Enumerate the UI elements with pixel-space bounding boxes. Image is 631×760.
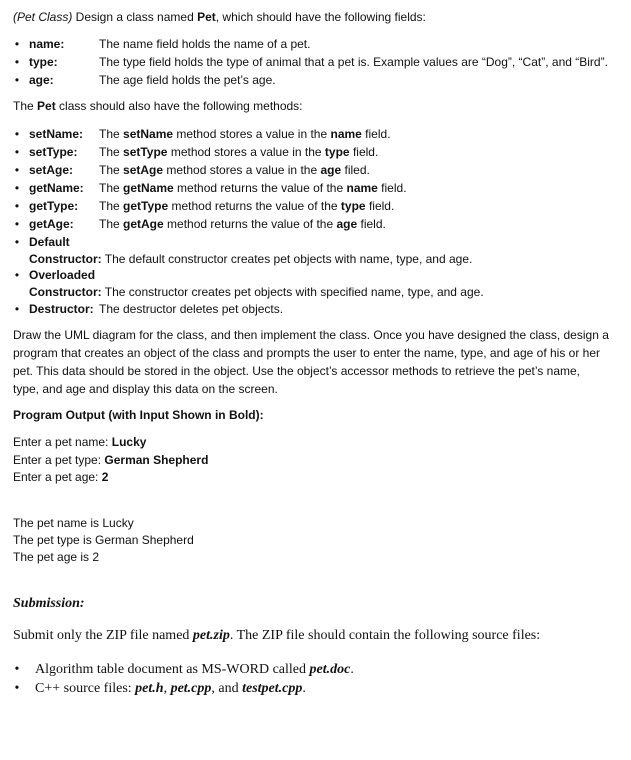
bullet: • — [14, 127, 20, 141]
result-line: The pet age is 2 — [13, 550, 100, 564]
methods-intro — [13, 98, 303, 114]
method-desc: The setType method stores a value in the type field. — [99, 145, 379, 159]
method-desc: The getName method returns the value of the name field. — [99, 181, 407, 195]
result-line: The pet type is German Shepherd — [13, 533, 194, 547]
destructor-desc: The destructor deletes pet objects. — [99, 302, 284, 316]
default-label: Default — [29, 235, 70, 249]
bullet: • — [14, 55, 20, 69]
bullet: • — [14, 217, 20, 231]
method-desc: The getAge method returns the value of the age field. — [99, 217, 386, 231]
bullet: • — [14, 199, 20, 213]
submission-heading: Submission: — [13, 596, 85, 611]
bullet: • — [14, 235, 20, 249]
destructor-label: Destructor: — [29, 302, 94, 316]
result-line: The pet name is Lucky — [13, 516, 134, 530]
method-term: getName: — [29, 181, 84, 195]
zip-filename: pet.zip — [192, 628, 230, 643]
default-constructor-line: Constructor: The default constructor creates pet objects with name, type, and age. — [29, 252, 473, 266]
method-term: setAge: — [29, 163, 74, 177]
method-desc: The setAge method stores a value in the age filed. — [99, 163, 370, 177]
instruction-line: type, and age and display this data on the screen. — [13, 382, 278, 396]
intro-classname: Pet — [197, 10, 216, 24]
bullet: • — [14, 181, 20, 195]
field-term: name: — [29, 37, 65, 51]
method-term: setType: — [29, 145, 78, 159]
method-term: setName: — [29, 127, 84, 141]
instruction-line: Draw the UML diagram for the class, and then implement the class. Once you have designed the class, design a — [13, 328, 609, 342]
overloaded-constructor-line: Constructor: The constructor creates pet objects with specified name, type, and age. — [29, 285, 484, 299]
field-term: age: — [29, 73, 54, 87]
method-term: getAge: — [29, 217, 74, 231]
bullet: • — [14, 145, 20, 159]
method-term: getType: — [29, 199, 79, 213]
bullet: • — [14, 268, 20, 282]
bullet: • — [14, 662, 20, 677]
bullet: • — [14, 73, 20, 87]
method-desc: The setName method stores a value in the name field. — [99, 127, 391, 141]
intro-prefix: (Pet Class) — [13, 10, 73, 24]
field-desc: The age field holds the pet’s age. — [99, 73, 276, 87]
instruction-line: program that creates an object of the class and prompts the user to enter the name, type, and age of his or her — [13, 346, 601, 360]
bullet: • — [14, 163, 20, 177]
intro-text2: , which should have the following fields: — [215, 10, 426, 24]
field-term: type: — [29, 55, 58, 69]
methods-intro-classname: Pet — [37, 99, 56, 113]
io-line: Enter a pet type: German Shepherd — [13, 453, 209, 467]
submission-item: C++ source files: pet.h, pet.cpp, and testpet.cpp. — [35, 681, 306, 696]
output-heading: Program Output (with Input Shown in Bold): — [13, 408, 264, 422]
method-desc: The getType method returns the value of the type field. — [99, 199, 395, 213]
submission-item: Algorithm table document as MS-WORD called pet.doc. — [35, 662, 354, 677]
io-line: Enter a pet age: 2 — [13, 470, 109, 484]
overloaded-label: Overloaded — [29, 268, 96, 282]
methods-intro-t1: The — [13, 99, 38, 113]
field-desc: The name field holds the name of a pet. — [99, 37, 311, 51]
intro-text1: Design a class named — [72, 10, 198, 24]
instruction-line: pet. This data should be stored in the object. Use the object’s accessor methods to retrieve the pet’s name, — [13, 364, 580, 378]
methods-intro-t2: class should also have the following methods: — [55, 99, 303, 113]
io-line: Enter a pet name: Lucky — [13, 435, 147, 449]
intro-line — [13, 9, 426, 25]
bullet: • — [14, 37, 20, 51]
submission-line: Submit only the ZIP file named pet.zip. The ZIP file should contain the following source files: — [13, 628, 541, 643]
field-desc: The type field holds the type of animal that a pet is. Example values are “Dog”, “Cat”, and “Bird”. — [99, 55, 608, 69]
bullet: • — [14, 681, 20, 696]
bullet: • — [14, 302, 20, 316]
